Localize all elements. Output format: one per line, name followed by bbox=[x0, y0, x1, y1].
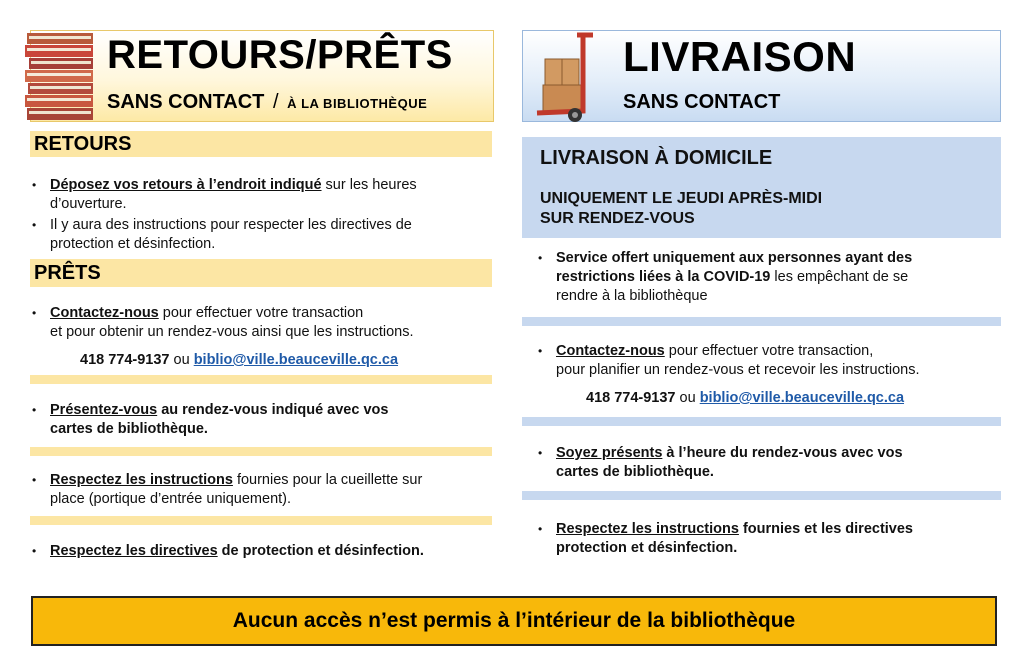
soyez-lead: Soyez présents bbox=[556, 445, 663, 461]
service-line2-bold: restrictions liées à la COVID-19 bbox=[556, 269, 771, 285]
retours-item-2: • Il y aura des instructions pour respecter les directives de protection et désinfection. bbox=[32, 217, 412, 252]
right-ou: ou bbox=[675, 390, 700, 406]
right-contact: • Contactez-nous pour effectuer votre transaction, pour planifier un rendez-vous et recevoir les instructions. 418 774-9137 ou biblio@ville.beauceville.qc.ca bbox=[538, 343, 920, 406]
retours-item-1-rest: sur les heures bbox=[321, 177, 417, 193]
prets-present-lead: Présentez-vous bbox=[50, 402, 158, 418]
domicile-line1: UNIQUEMENT LE JEUDI APRÈS-MIDI bbox=[540, 190, 823, 207]
retours-heading-bar bbox=[30, 131, 492, 157]
prets-directives-lead: Respectez les directives bbox=[50, 543, 218, 559]
prets-contact-line2: et pour obtenir un rendez-vous ainsi que les instructions. bbox=[50, 324, 414, 340]
prets-contact: • Contactez-nous pour effectuer votre transaction et pour obtenir un rendez-vous ainsi que les instructions. 418 774-9137 ou biblio@ville.beauceville.qc.ca bbox=[32, 305, 414, 368]
retours-item-2-text: Il y aura des instructions pour respecter les directives de bbox=[50, 217, 412, 233]
left-subtitle-main: SANS CONTACT bbox=[107, 91, 265, 113]
prets-email-link[interactable]: biblio@ville.beauceville.qc.ca bbox=[193, 352, 399, 368]
service-line3: rendre à la bibliothèque bbox=[556, 288, 708, 304]
books-icon bbox=[25, 29, 97, 123]
right-phone: 418 774-9137 bbox=[586, 390, 676, 406]
right-header-title: LIVRAISON bbox=[623, 33, 857, 80]
domicile-title: LIVRAISON À DOMICILE bbox=[540, 147, 773, 169]
domicile-line2: SUR RENDEZ-VOUS bbox=[540, 210, 695, 227]
prets-respect-rest: fournies pour la cueillette sur bbox=[232, 472, 423, 488]
prets-present: • Présentez-vous au rendez-vous indiqué avec vos cartes de bibliothèque. bbox=[32, 402, 389, 437]
right-respect: • Respectez les instructions fournies et les directives protection et désinfection. bbox=[538, 521, 913, 556]
prets-directives-rest: de protection et désinfection. bbox=[217, 543, 424, 559]
retours-item-1: • Déposez vos retours à l’endroit indiqué sur les heures d’ouverture. bbox=[32, 177, 417, 212]
right-divider-1 bbox=[522, 317, 1001, 326]
soyez-line2: cartes de bibliothèque. bbox=[556, 464, 714, 480]
right-email-link[interactable]: biblio@ville.beauceville.qc.ca bbox=[699, 390, 905, 406]
prets-divider-1 bbox=[30, 375, 492, 384]
prets-ou: ou bbox=[169, 352, 194, 368]
right-respect-line2: protection et désinfection. bbox=[556, 540, 738, 556]
prets-heading-bar bbox=[30, 259, 492, 287]
hand-truck-icon bbox=[523, 29, 613, 123]
retours-heading: RETOURS bbox=[34, 133, 132, 155]
no-access-text: Aucun accès n’est permis à l’intérieur de la bibliothèque bbox=[232, 609, 796, 632]
retours-item-1-lead: Déposez vos retours à l’endroit indiqué bbox=[50, 177, 322, 193]
prets-respect: • Respectez les instructions fournies pour la cueillette sur place (portique d’entrée uniquement). bbox=[32, 472, 423, 507]
right-respect-lead: Respectez les instructions bbox=[556, 521, 739, 537]
service-lead: Service offert uniquement aux personnes ayant des bbox=[556, 250, 913, 266]
right-contact-lead: Contactez-nous bbox=[556, 343, 665, 359]
service-item: • Service offert uniquement aux personnes ayant des restrictions liées à la COVID-19 les empêchant de se rendre à la bibliothèque bbox=[538, 250, 913, 304]
prets-contact-rest: pour effectuer votre transaction bbox=[158, 305, 364, 321]
prets-present-line2: cartes de bibliothèque. bbox=[50, 421, 208, 437]
right-contact-info bbox=[586, 389, 904, 408]
left-subtitle-small: À LA BIBLIOTHÈQUE bbox=[287, 96, 428, 111]
retours-item-2-line2: protection et désinfection. bbox=[50, 236, 216, 252]
left-subtitle-sep: / bbox=[272, 91, 279, 113]
prets-heading: PRÊTS bbox=[34, 262, 101, 284]
prets-present-rest: au rendez-vous indiqué avec vos bbox=[157, 402, 389, 418]
left-header-title: RETOURS/PRÊTS bbox=[107, 33, 453, 77]
right-contact-rest: pour effectuer votre transaction, bbox=[664, 343, 874, 359]
soyez-item: • Soyez présents à l’heure du rendez-vous avec vos cartes de bibliothèque. bbox=[538, 445, 903, 480]
domicile-box bbox=[522, 137, 1001, 238]
right-divider-2 bbox=[522, 417, 1001, 426]
prets-respect-lead: Respectez les instructions bbox=[50, 472, 233, 488]
no-access-banner bbox=[31, 596, 997, 646]
left-header-subtitle bbox=[107, 91, 427, 114]
right-header bbox=[522, 30, 1001, 122]
prets-divider-2 bbox=[30, 447, 492, 456]
right-respect-rest: fournies et les directives bbox=[738, 521, 913, 537]
left-header bbox=[30, 30, 494, 122]
prets-respect-line2: place (portique d’entrée uniquement). bbox=[50, 491, 292, 507]
right-contact-line2: pour planifier un rendez-vous et recevoir les instructions. bbox=[556, 362, 920, 378]
prets-directives: • Respectez les directives de protection et désinfection. bbox=[32, 543, 424, 559]
prets-phone: 418 774-9137 bbox=[80, 352, 170, 368]
prets-contact-lead: Contactez-nous bbox=[50, 305, 159, 321]
soyez-rest: à l’heure du rendez-vous avec vos bbox=[662, 445, 903, 461]
service-line2-rest: les empêchant de se bbox=[770, 269, 909, 285]
right-header-subtitle: SANS CONTACT bbox=[623, 91, 781, 113]
retours-item-1-line2: d’ouverture. bbox=[50, 196, 127, 212]
right-divider-3 bbox=[522, 491, 1001, 500]
prets-contact-info bbox=[80, 351, 398, 370]
prets-divider-3 bbox=[30, 516, 492, 525]
